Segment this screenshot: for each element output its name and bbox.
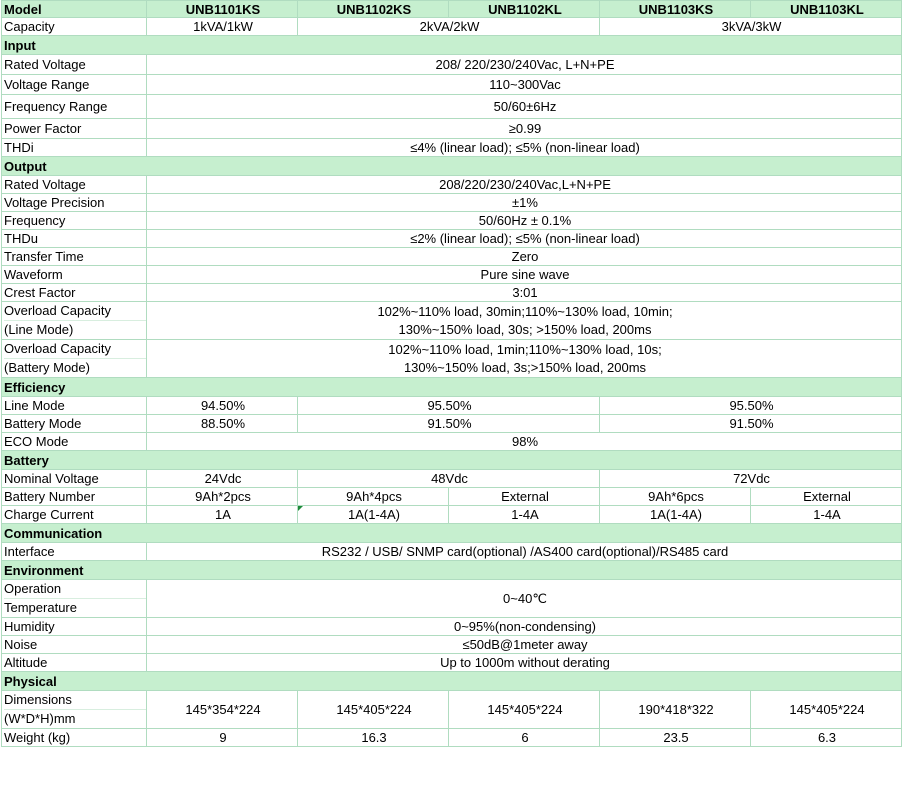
operation-temperature-value: 0~40℃	[147, 580, 902, 618]
frequency-range-row	[2, 95, 902, 119]
section-battery	[2, 451, 902, 470]
output-rated-voltage-value: 208/220/230/240Vac,L+N+PE	[147, 176, 902, 194]
frequency-label: Frequency	[2, 212, 147, 230]
weight-unb1103ks: 23.5	[600, 729, 751, 747]
battery-mode-2k: 91.50%	[298, 415, 600, 433]
dimensions-unb1102kl: 145*405*224	[449, 691, 600, 729]
interface-label: Interface	[2, 543, 147, 561]
nominal-voltage-2k: 48Vdc	[298, 470, 600, 488]
humidity-label: Humidity	[2, 618, 147, 636]
section-environment-title: Environment	[2, 561, 902, 580]
transfer-time-value: Zero	[147, 248, 902, 266]
nominal-voltage-row	[2, 470, 902, 488]
section-environment	[2, 561, 902, 580]
voltage-precision-value: ±1%	[147, 194, 902, 212]
spec-table	[1, 0, 902, 747]
altitude-row	[2, 654, 902, 672]
battery-mode-label: Battery Mode	[2, 415, 147, 433]
weight-unb1103kl: 6.3	[751, 729, 902, 747]
input-rated-voltage-row	[2, 55, 902, 75]
model-unb1103ks: UNB1103KS	[600, 1, 751, 18]
voltage-range-label: Voltage Range	[2, 75, 147, 95]
dimensions-label-2: (W*D*H)mm	[4, 709, 146, 728]
eco-mode-label: ECO Mode	[2, 433, 147, 451]
input-rated-voltage-label: Rated Voltage	[2, 55, 147, 75]
dimensions-label-1: Dimensions	[4, 692, 72, 707]
overload-line-value-2: 130%~150% load, 30s; >150% load, 200ms	[398, 321, 652, 337]
crest-factor-row	[2, 284, 902, 302]
battery-mode-1k: 88.50%	[147, 415, 298, 433]
nominal-voltage-1k: 24Vdc	[147, 470, 298, 488]
thdu-label: THDu	[2, 230, 147, 248]
section-communication	[2, 524, 902, 543]
line-mode-row	[2, 397, 902, 415]
overload-line-row	[2, 302, 902, 340]
altitude-label: Altitude	[2, 654, 147, 672]
capacity-label: Capacity	[2, 18, 147, 36]
nominal-voltage-3k: 72Vdc	[600, 470, 902, 488]
dimensions-row	[2, 691, 902, 729]
operation-temperature-label-2: Temperature	[4, 598, 146, 617]
thdi-label: THDi	[2, 139, 147, 157]
overload-battery-value	[147, 340, 902, 378]
dimensions-label	[2, 691, 147, 729]
waveform-value: Pure sine wave	[147, 266, 902, 284]
noise-label: Noise	[2, 636, 147, 654]
battery-number-unb1102ks: 9Ah*4pcs	[298, 488, 449, 506]
model-unb1101ks: UNB1101KS	[147, 1, 298, 18]
battery-number-unb1103kl: External	[751, 488, 902, 506]
voltage-precision-label: Voltage Precision	[2, 194, 147, 212]
line-mode-2k: 95.50%	[298, 397, 600, 415]
section-physical	[2, 672, 902, 691]
charge-current-row	[2, 506, 902, 524]
charge-current-unb1101ks: 1A	[147, 506, 298, 524]
section-battery-title: Battery	[2, 451, 902, 470]
dimensions-unb1103kl: 145*405*224	[751, 691, 902, 729]
line-mode-3k: 95.50%	[600, 397, 902, 415]
capacity-1k: 1kVA/1kW	[147, 18, 298, 36]
overload-battery-label	[2, 340, 147, 378]
interface-row	[2, 543, 902, 561]
model-row	[2, 1, 902, 18]
power-factor-row	[2, 119, 902, 139]
dimensions-unb1101ks: 145*354*224	[147, 691, 298, 729]
weight-unb1101ks: 9	[147, 729, 298, 747]
operation-temperature-label-1: Operation	[4, 581, 62, 596]
battery-number-unb1103ks: 9Ah*6pcs	[600, 488, 751, 506]
eco-mode-row	[2, 433, 902, 451]
input-rated-voltage-value: 208/ 220/230/240Vac, L+N+PE	[147, 55, 902, 75]
section-efficiency-title: Efficiency	[2, 378, 902, 397]
capacity-2k: 2kVA/2kW	[298, 18, 600, 36]
eco-mode-value: 98%	[147, 433, 902, 451]
waveform-label: Waveform	[2, 266, 147, 284]
dimensions-unb1102ks: 145*405*224	[298, 691, 449, 729]
battery-mode-3k: 91.50%	[600, 415, 902, 433]
nominal-voltage-label: Nominal Voltage	[2, 470, 147, 488]
capacity-row	[2, 18, 902, 36]
model-label: Model	[2, 1, 147, 18]
line-mode-1k: 94.50%	[147, 397, 298, 415]
battery-mode-row	[2, 415, 902, 433]
overload-battery-value-1: 102%~110% load, 1min;110%~130% load, 10s;	[388, 341, 662, 357]
section-output	[2, 157, 902, 176]
model-unb1103kl: UNB1103KL	[751, 1, 902, 18]
voltage-precision-row	[2, 194, 902, 212]
humidity-value: 0~95%(non-condensing)	[147, 618, 902, 636]
overload-line-label-2: (Line Mode)	[4, 320, 146, 339]
model-unb1102ks: UNB1102KS	[298, 1, 449, 18]
charge-current-unb1103kl: 1-4A	[751, 506, 902, 524]
noise-row	[2, 636, 902, 654]
battery-number-label: Battery Number	[2, 488, 147, 506]
section-physical-title: Physical	[2, 672, 902, 691]
capacity-3k: 3kVA/3kW	[600, 18, 902, 36]
section-communication-title: Communication	[2, 524, 902, 543]
frequency-range-value: 50/60±6Hz	[147, 95, 902, 119]
thdu-value: ≤2% (linear load); ≤5% (non-linear load)	[147, 230, 902, 248]
line-mode-label: Line Mode	[2, 397, 147, 415]
crest-factor-value: 3:01	[147, 284, 902, 302]
charge-current-label: Charge Current	[2, 506, 147, 524]
overload-battery-label-2: (Battery Mode)	[4, 358, 146, 377]
weight-label: Weight (kg)	[2, 729, 147, 747]
altitude-value: Up to 1000m without derating	[147, 654, 902, 672]
section-efficiency	[2, 378, 902, 397]
section-input	[2, 36, 902, 55]
overload-line-value	[147, 302, 902, 340]
charge-current-unb1103ks: 1A(1-4A)	[600, 506, 751, 524]
output-rated-voltage-row	[2, 176, 902, 194]
transfer-time-row	[2, 248, 902, 266]
interface-value: RS232 / USB/ SNMP card(optional) /AS400 card(optional)/RS485 card	[147, 543, 902, 561]
overload-line-label	[2, 302, 147, 340]
overload-line-label-1: Overload Capacity	[4, 303, 111, 318]
transfer-time-label: Transfer Time	[2, 248, 147, 266]
power-factor-label: Power Factor	[2, 119, 147, 139]
overload-battery-row	[2, 340, 902, 378]
section-output-title: Output	[2, 157, 902, 176]
overload-battery-value-2: 130%~150% load, 3s;>150% load, 200ms	[403, 359, 647, 375]
voltage-range-value: 110~300Vac	[147, 75, 902, 95]
operation-temperature-row	[2, 580, 902, 618]
weight-row	[2, 729, 902, 747]
frequency-row	[2, 212, 902, 230]
weight-unb1102ks: 16.3	[298, 729, 449, 747]
charge-current-unb1102kl: 1-4A	[449, 506, 600, 524]
thdi-row	[2, 139, 902, 157]
thdu-row	[2, 230, 902, 248]
weight-unb1102kl: 6	[449, 729, 600, 747]
crest-factor-label: Crest Factor	[2, 284, 147, 302]
thdi-value: ≤4% (linear load); ≤5% (non-linear load)	[147, 139, 902, 157]
charge-current-unb1102ks: 1A(1-4A)	[298, 506, 449, 524]
humidity-row	[2, 618, 902, 636]
frequency-range-label: Frequency Range	[2, 95, 147, 119]
battery-number-unb1101ks: 9Ah*2pcs	[147, 488, 298, 506]
operation-temperature-label	[2, 580, 147, 618]
overload-line-value-1: 102%~110% load, 30min;110%~130% load, 10min;	[377, 303, 673, 319]
battery-number-row	[2, 488, 902, 506]
dimensions-unb1103ks: 190*418*322	[600, 691, 751, 729]
power-factor-value: ≥0.99	[147, 119, 902, 139]
model-unb1102kl: UNB1102KL	[449, 1, 600, 18]
voltage-range-row	[2, 75, 902, 95]
noise-value: ≤50dB@1meter away	[147, 636, 902, 654]
overload-battery-label-1: Overload Capacity	[4, 341, 111, 356]
waveform-row	[2, 266, 902, 284]
output-rated-voltage-label: Rated Voltage	[2, 176, 147, 194]
section-input-title: Input	[2, 36, 902, 55]
battery-number-unb1102kl: External	[449, 488, 600, 506]
frequency-value: 50/60Hz ± 0.1%	[147, 212, 902, 230]
